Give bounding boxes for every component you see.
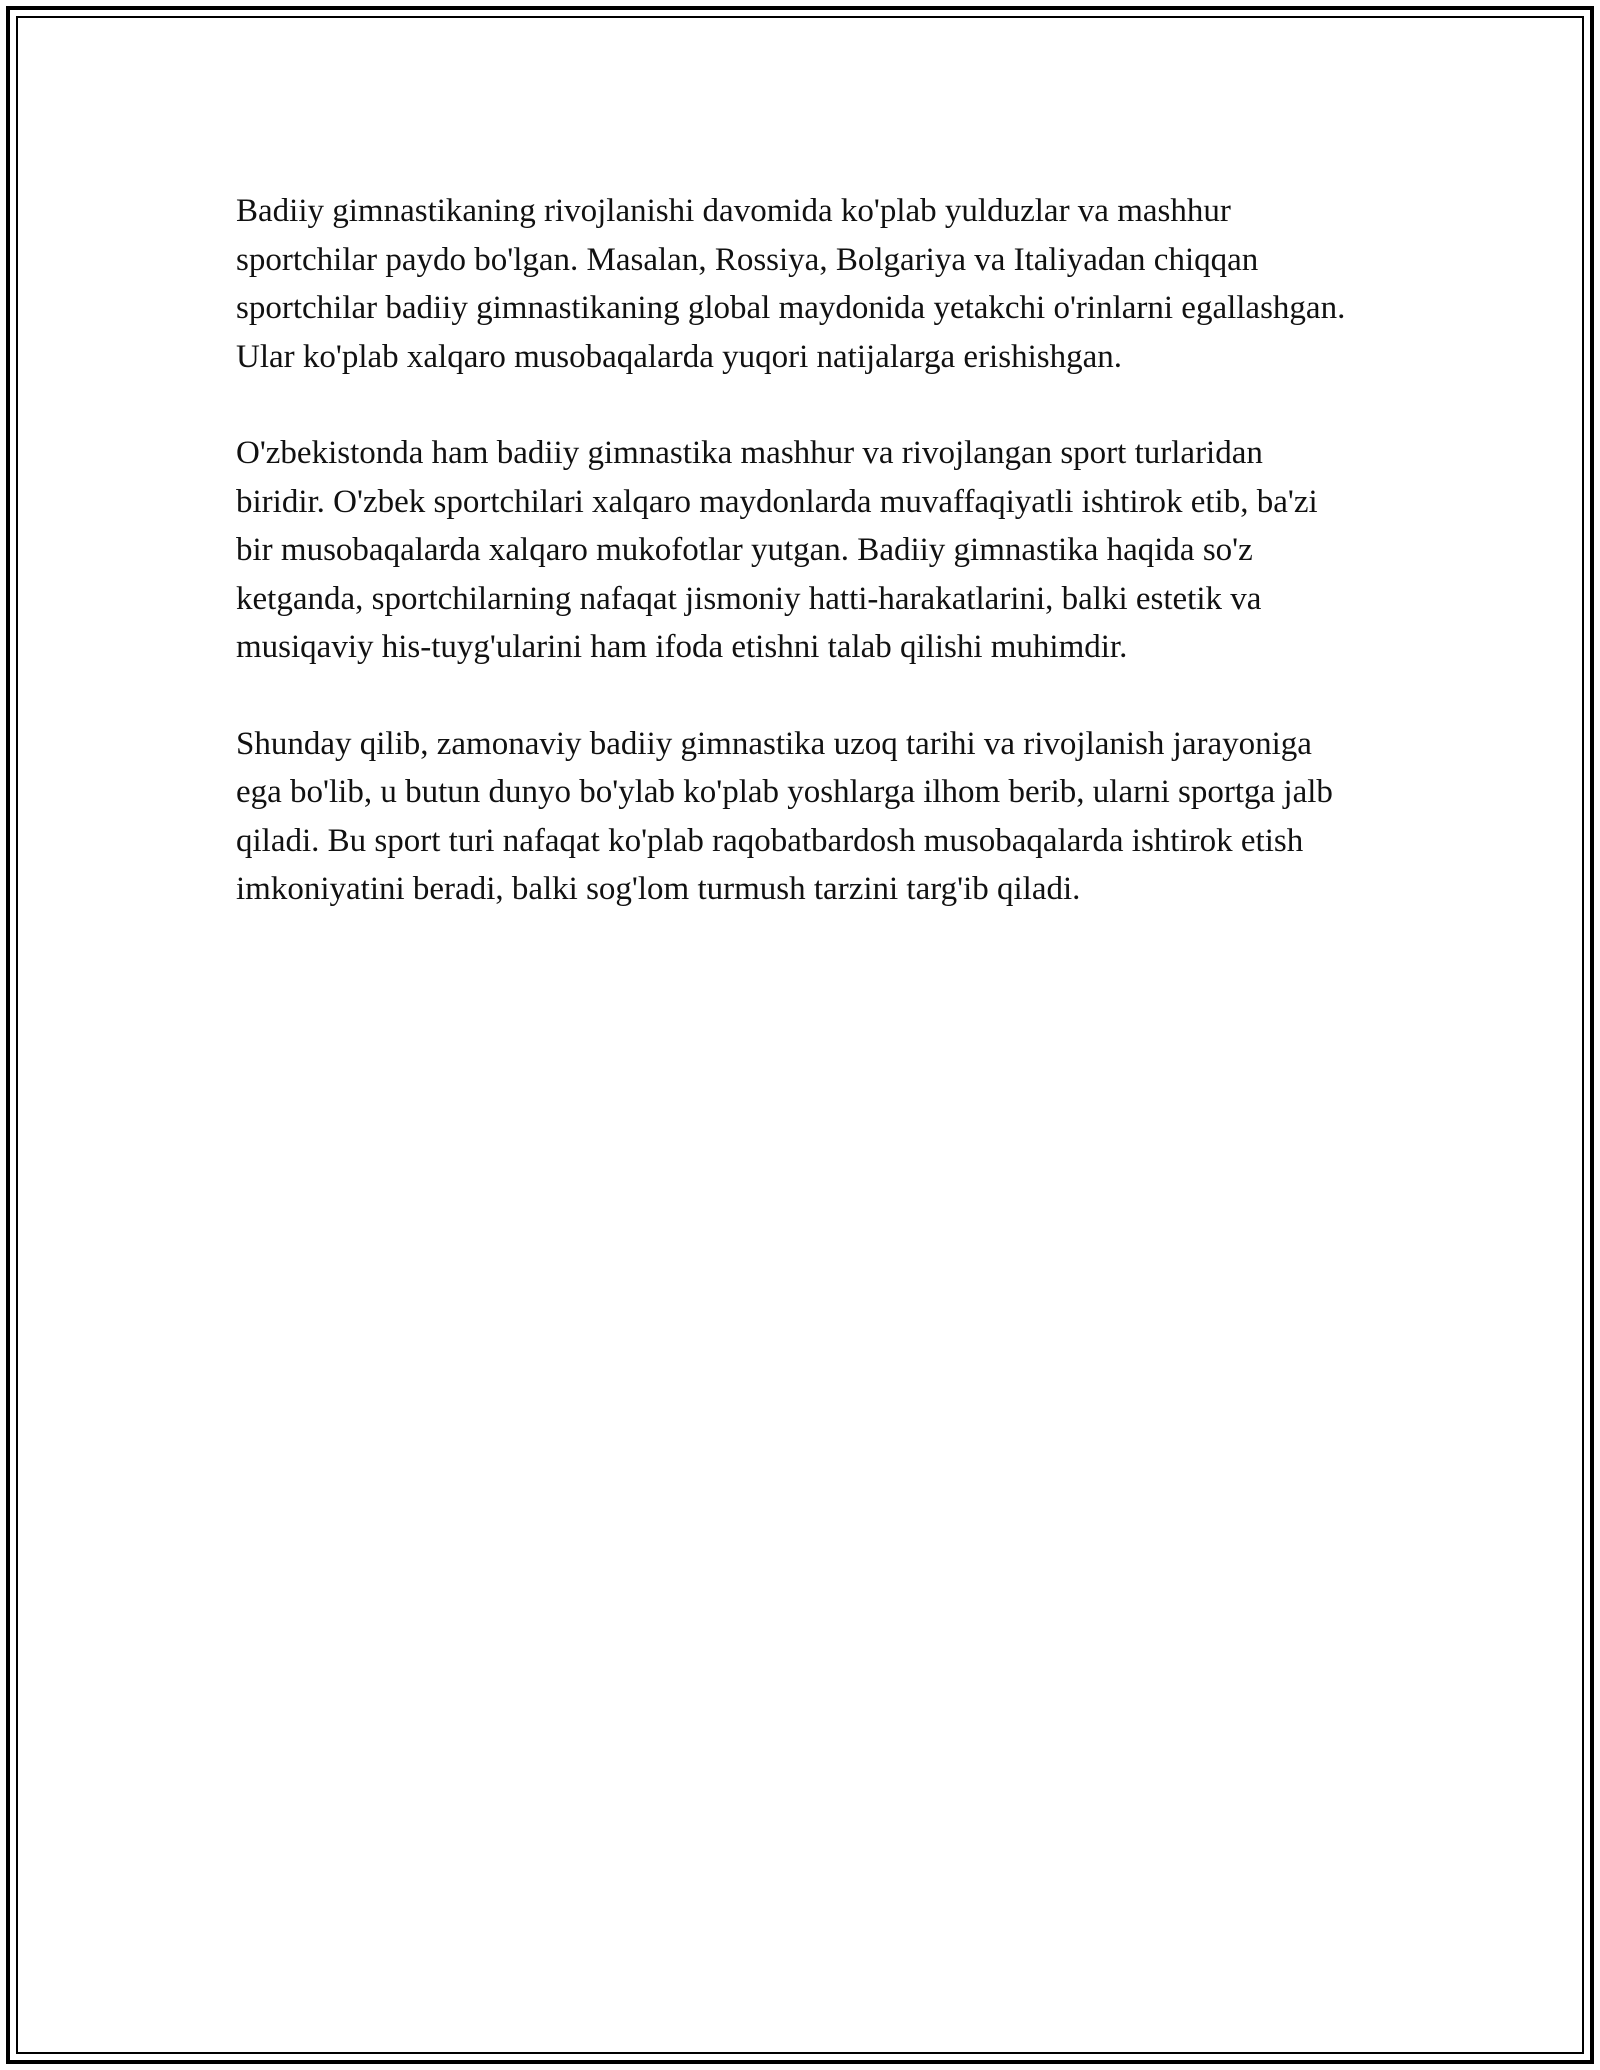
paragraph-2: O'zbekistonda ham badiiy gimnastika mashhur va rivojlangan sport turlaridan biridir. O'zbek sportchilari xalqaro maydonlarda muvaffaqiyatli ishtirok etib, ba'zi bir musobaqalarda xalqaro mukofotlar yutgan. Badiiy gimnastika haqida so'z ketganda, sportchilarning nafaqat jismoniy hatti-harakatlarini, balki estetik va musiqaviy his-tuyg'ularini ham ifoda etishni talab qilishi muhimdir. bbox=[236, 435, 1318, 665]
paragraph-1: Badiiy gimnastikaning rivojlanishi davomida ko'plab yulduzlar va mashhur sportchilar paydo bo'lgan. Masalan, Rossiya, Bolgariya va Italiyadan chiqqan sportchilar badiiy gimnastikaning global maydonida yetakchi o'rinlarni egallashgan. Ular ko'plab xalqaro musobaqalarda yuqori natijalarga erishishgan. bbox=[236, 193, 1346, 375]
paragraph-3: Shunday qilib, zamonaviy badiiy gimnastika uzoq tarihi va rivojlanish jarayoniga ega bo'lib, u butun dunyo bo'ylab ko'plab yoshlarga ilhom berib, ularni sportga jalb qiladi. Bu sport turi nafaqat ko'plab raqobatbardosh musobaqalarda ishtirok etish imkoniyatini beradi, balki sog'lom turmush tarzini targ'ib qiladi. bbox=[236, 725, 1333, 907]
document-body bbox=[236, 187, 1356, 962]
